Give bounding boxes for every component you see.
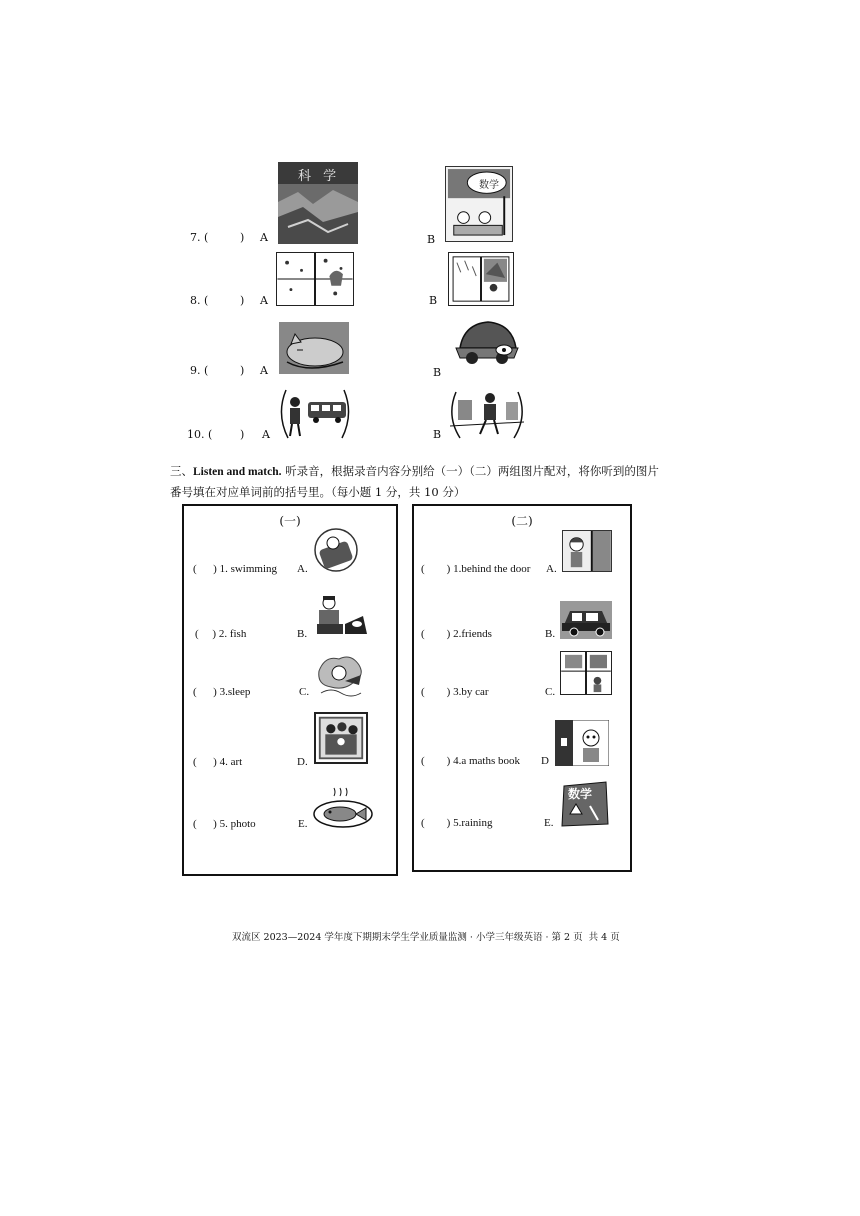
group-1-letter-c: C.: [299, 686, 310, 698]
section-3-prefix: 三、: [170, 464, 193, 478]
group-1-item-3: ( ) 3.sleep: [193, 686, 251, 698]
sleeping-cat-icon: [279, 322, 349, 374]
door-icon: [563, 531, 611, 571]
group-1-item-2: ( ) 2. fish: [195, 628, 247, 640]
window-snow-icon: [277, 253, 353, 305]
group-2-heading: (二): [511, 514, 533, 528]
group-1-item-5: ( ) 5. photo: [193, 818, 256, 830]
question-10-number: 10. (: [187, 428, 213, 441]
question-9-number: 9. (: [190, 364, 209, 377]
group-1-item-1: ( ) 1. swimming: [193, 563, 278, 575]
question-7-close: ): [240, 231, 245, 244]
walking-man-image: [450, 386, 524, 440]
group-1-heading: (一): [279, 514, 301, 528]
snow-window-image: [276, 252, 354, 306]
window-icon: [561, 652, 611, 694]
science-book-image: [278, 162, 358, 244]
page-footer: 双流区 2023—2024 学年度下期期末学生学业质量监测 · 小学三年级英语 · 第 2 页 共 4 页: [232, 932, 620, 943]
window-rain-icon: [449, 253, 513, 305]
question-10-option-b: B: [433, 428, 442, 441]
group-1-letter-a: A.: [297, 563, 308, 575]
question-7-option-b: B: [427, 233, 436, 246]
maths-book-label: 数学: [568, 787, 593, 801]
sleep-icon: [313, 527, 359, 573]
science-book-title: 科 学: [298, 169, 341, 184]
group-1-item-4: ( ) 4. art: [193, 756, 243, 768]
group-2-letter-e: E.: [544, 817, 554, 829]
friends-icon: [555, 720, 609, 766]
photo-frame-icon: [316, 714, 366, 762]
bus-stop-image: [280, 386, 350, 440]
question-7-number: 7. (: [190, 231, 209, 244]
section-3-title-rest: 听录音，根据录音内容分别给（一）（二）两组图片配对，将你听到的图片番号填在对应单词前的括号里。（每小题 1 分，共 10 分）: [170, 464, 659, 499]
group-2-item-2: ( ) 2.friends: [421, 628, 492, 640]
group-2-item-3: ( ) 3.by car: [421, 686, 489, 698]
question-8-number: 8. (: [190, 294, 209, 307]
fish-icon: [312, 784, 374, 830]
car-cartoon-icon: [452, 318, 520, 368]
question-10-close: ): [240, 428, 245, 441]
sleeping-cat-image: [279, 322, 349, 374]
sleeping-child-image: [313, 527, 359, 573]
group-2-letter-d: D: [541, 755, 549, 767]
group-2-item-5: ( ) 5.raining: [421, 817, 493, 829]
rainy-window-image: [560, 651, 612, 695]
rain-window-image: [448, 252, 514, 306]
question-7-option-a: A: [260, 231, 268, 244]
section-3-title-bold: Listen and match.: [193, 466, 282, 478]
car-icon: [560, 601, 612, 639]
group-1-letter-b: B.: [297, 628, 308, 640]
group-2-item-4: ( ) 4.a maths book: [421, 755, 520, 767]
group-1-letter-d: D.: [297, 756, 308, 768]
question-9-option-a: A: [260, 364, 268, 377]
girl-behind-door-image: [562, 530, 612, 572]
question-10-option-a: A: [262, 428, 270, 441]
maths-book-image: [560, 780, 610, 828]
swimming-icon: [315, 651, 365, 697]
swimming-child-image: [315, 651, 365, 697]
group-2-item-1: ( ) 1.behind the door: [421, 563, 531, 575]
question-8-option-a: A: [260, 294, 268, 307]
car-cartoon-image: [452, 318, 520, 368]
art-class-icon: [313, 594, 369, 638]
group-1-letter-e: E.: [298, 818, 308, 830]
group-2-letter-c: C.: [545, 686, 556, 698]
question-8-close: ): [240, 294, 245, 307]
group-2-letter-a: A.: [546, 563, 557, 575]
question-9-option-b: B: [433, 366, 442, 379]
walking-man-icon: [450, 386, 524, 440]
family-car-image: [560, 601, 612, 639]
group-2-letter-b: B.: [545, 628, 556, 640]
maths-label: 数学: [479, 180, 499, 191]
family-photo-image: [314, 712, 368, 764]
question-8-option-b: B: [429, 294, 438, 307]
bus-stop-icon: [280, 386, 350, 440]
fish-dish-image: [312, 784, 374, 830]
question-9-close: ): [240, 364, 245, 377]
section-3-instructions: [170, 461, 660, 502]
child-reading-image: [313, 594, 369, 638]
maths-class-image: [445, 166, 513, 242]
friends-image: [555, 720, 609, 766]
